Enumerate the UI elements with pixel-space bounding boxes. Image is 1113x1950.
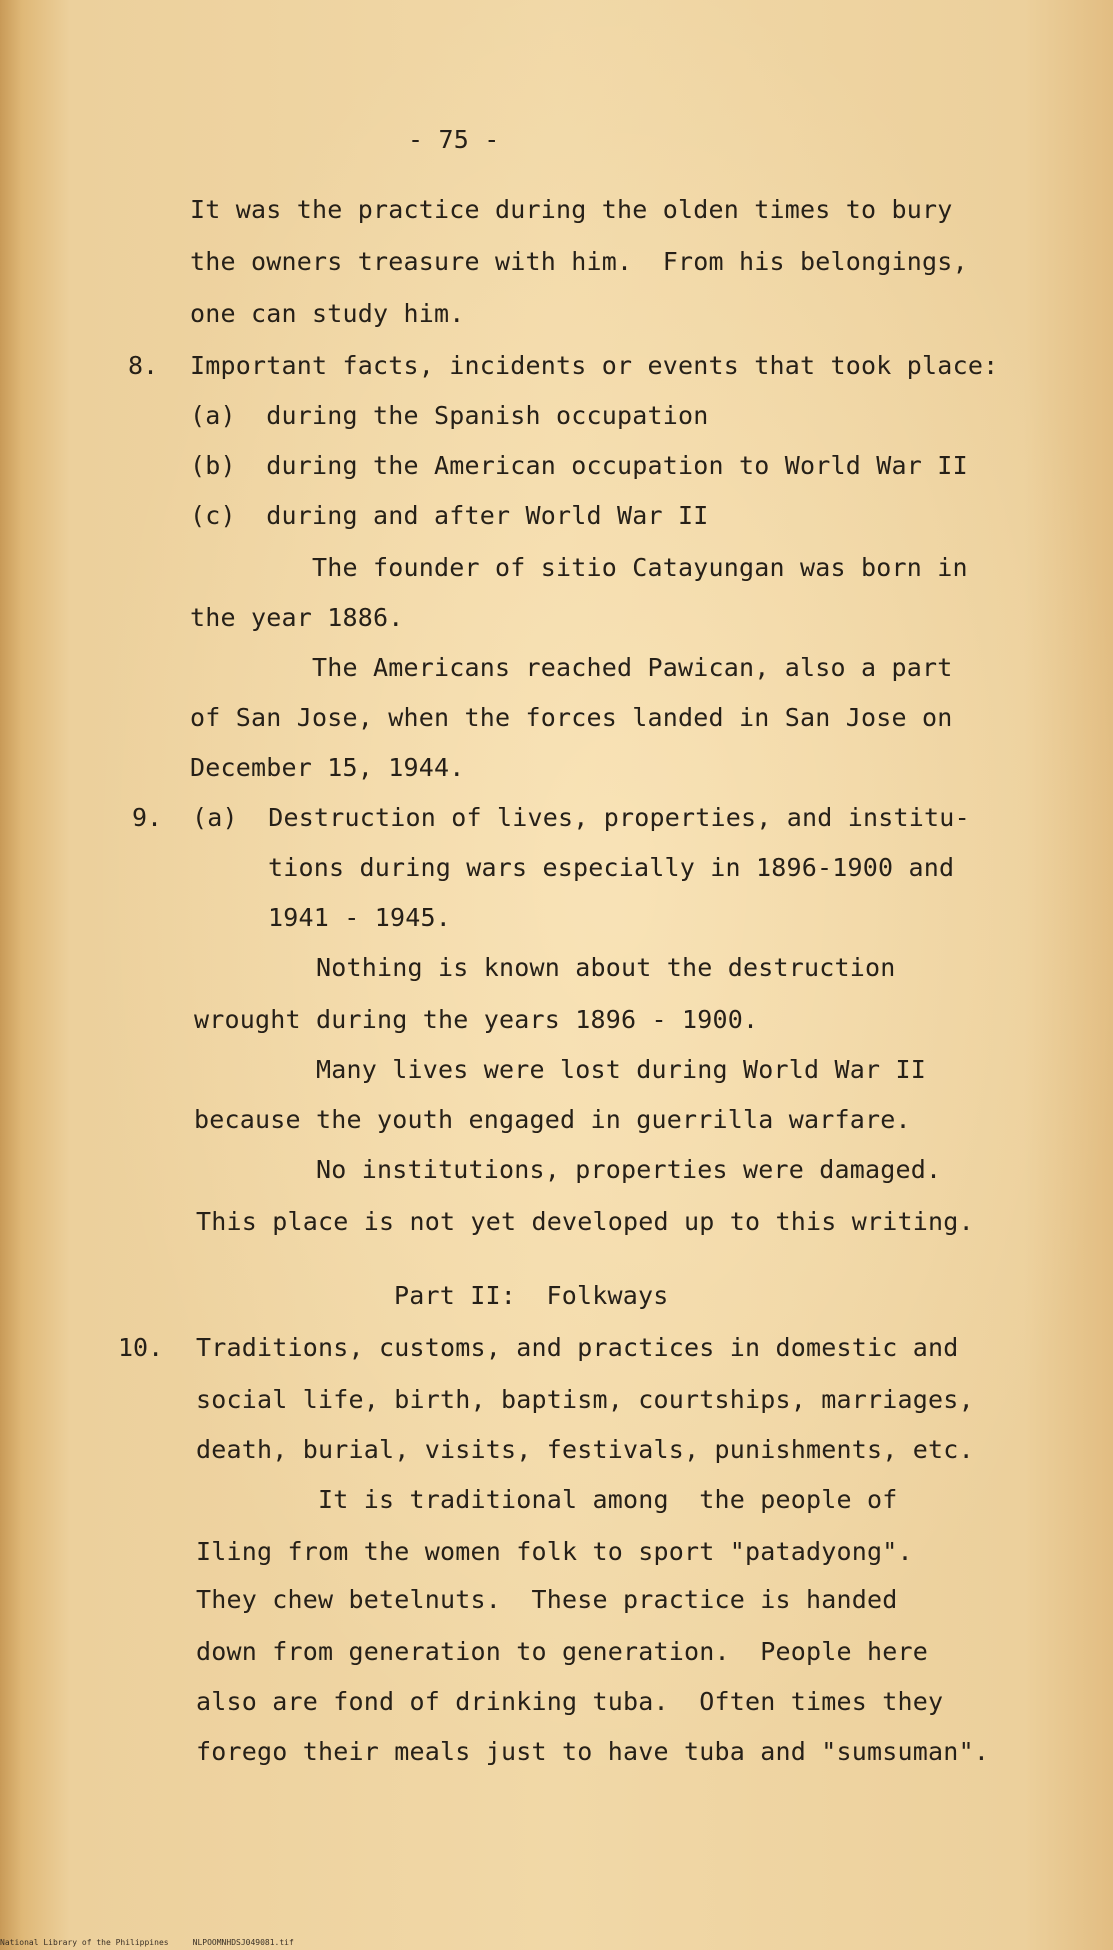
paragraph-line: Iling from the women folk to sport "patadyong". (196, 1537, 913, 1566)
section-heading: Traditions, customs, and practices in domestic and (196, 1333, 959, 1362)
paragraph-line: December 15, 1944. (190, 753, 465, 782)
page-number: - 75 - (408, 125, 500, 154)
section-heading: tions during wars especially in 1896-1900 and (268, 853, 955, 882)
item-number: 8. (128, 351, 159, 380)
paragraph-line: Many lives were lost during World War II (316, 1055, 927, 1084)
section-heading: death, burial, visits, festivals, punishments, etc. (196, 1435, 974, 1464)
paragraph-line: because the youth engaged in guerrilla warfare. (194, 1105, 911, 1134)
text-line: It was the practice during the olden times to bury (190, 195, 953, 224)
scan-footer: National Library of the Philippines NLPOOMNHDSJ049081.tif (0, 1938, 294, 1947)
paragraph-line: forego their meals just to have tuba and "sumsuman". (196, 1737, 990, 1766)
list-item: (c) during and after World War II (190, 501, 709, 530)
paragraph-line: The founder of sitio Catayungan was born in (312, 553, 968, 582)
paragraph-line: No institutions, properties were damaged. (316, 1155, 942, 1184)
paragraph-line: Nothing is known about the destruction (316, 953, 896, 982)
part-heading: Part II: Folkways (394, 1281, 669, 1310)
list-item: (b) during the American occupation to World War II (190, 451, 968, 480)
text-line: one can study him. (190, 299, 465, 328)
item-number: 9. (132, 803, 163, 832)
item-number: 10. (118, 1333, 164, 1362)
paragraph-line: down from generation to generation. People here (196, 1637, 929, 1666)
paragraph-line: of San Jose, when the forces landed in San Jose on (190, 703, 953, 732)
paragraph-line: wrought during the years 1896 - 1900. (194, 1005, 759, 1034)
paragraph-line: also are fond of drinking tuba. Often times they (196, 1687, 944, 1716)
paragraph-line: It is traditional among the people of (318, 1485, 898, 1514)
section-heading: Important facts, incidents or events that took place: (190, 351, 999, 380)
list-item: (a) during the Spanish occupation (190, 401, 709, 430)
section-heading: 1941 - 1945. (268, 903, 452, 932)
paragraph-line: This place is not yet developed up to this writing. (196, 1207, 974, 1236)
text-line: the owners treasure with him. From his belongings, (190, 247, 968, 276)
paragraph-line: the year 1886. (190, 603, 404, 632)
section-heading: social life, birth, baptism, courtships, marriages, (196, 1385, 974, 1414)
paragraph-line: The Americans reached Pawican, also a part (312, 653, 953, 682)
paragraph-line: They chew betelnuts. These practice is handed (196, 1585, 898, 1614)
section-heading: (a) Destruction of lives, properties, and institu- (192, 803, 970, 832)
